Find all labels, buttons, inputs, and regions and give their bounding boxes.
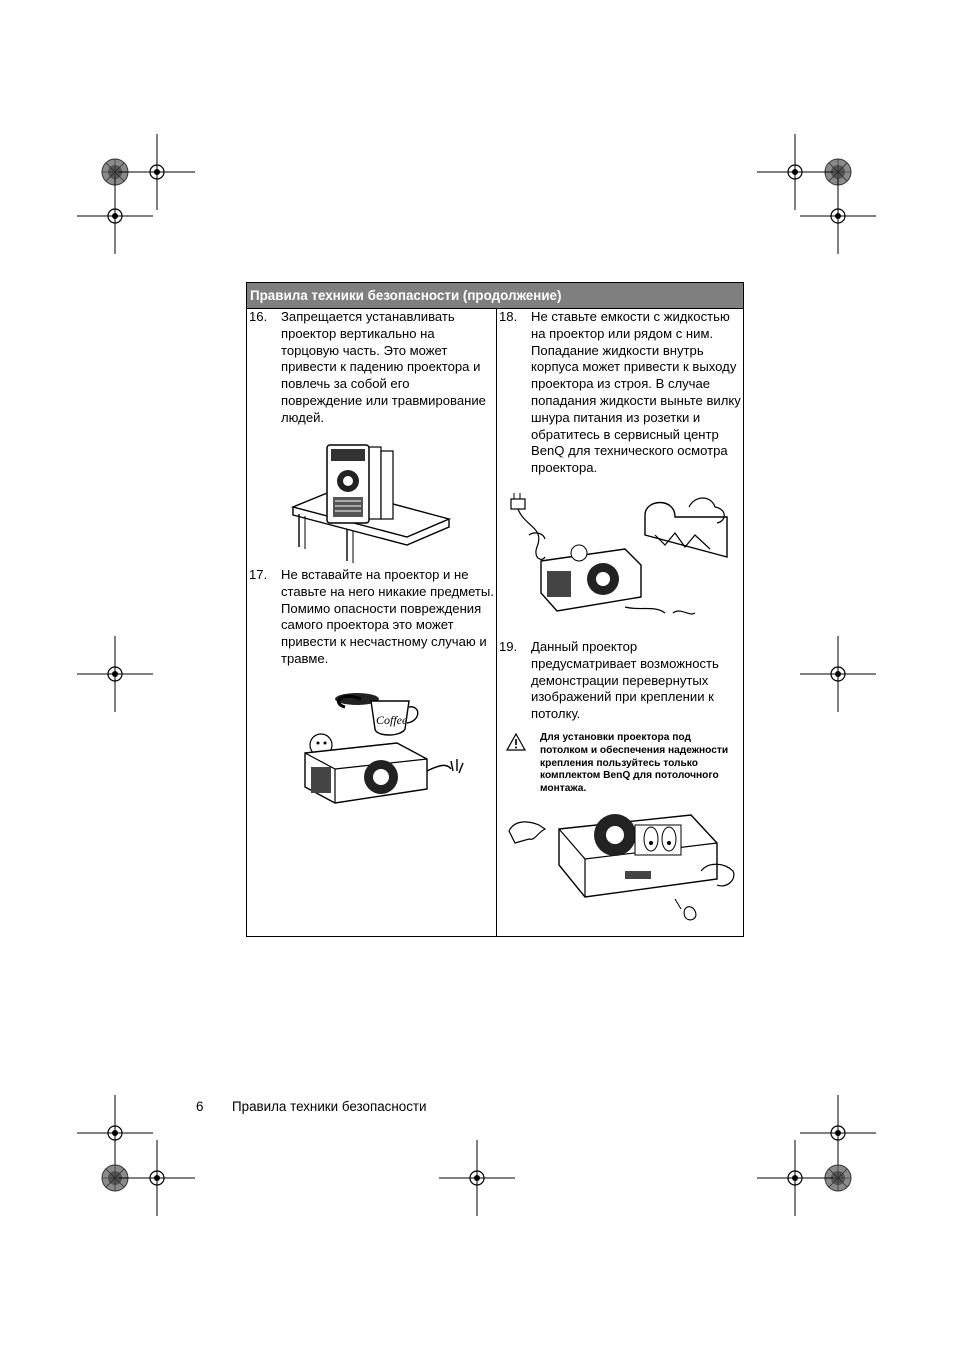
item-text: Не ставьте емкости с жидкостью на проектор или рядом с ним. Попадание жидкости внутрь корпуса может привести к выходу проектора из строя. В случае попадания жидкости выньте вилку шнура питания из розетки и обратитесь в сервисный центр BenQ для технического осмотра проектора. [531,309,741,476]
projector-on-end-illustration [287,439,457,564]
crosshair-icon [77,178,153,254]
item-number: 16. [249,309,268,324]
crosshair-icon [77,1095,153,1171]
ceiling-mount-projector-illustration [505,799,741,931]
crosshair-icon [439,1140,515,1216]
crosshair-icon [119,1140,195,1216]
warning-triangle-icon [505,732,527,752]
table-right-column [497,309,743,936]
crosshair-icon [800,178,876,254]
crosshair-icon [800,1095,876,1171]
crosshair-icon [119,134,195,210]
item-text: Данный проектор предусматривает возможность демонстрации перевернутых изображений при креплении к потолку. [531,639,719,722]
crosshair-icon [77,636,153,712]
liquid-spill-illustration [505,487,741,627]
page-number: 6 [196,1099,204,1114]
warning-text: Для установки проектора под потолком и обеспечения надежности крепления пользуйтесь только комплектом BenQ для потолочного монтажа. [540,732,729,795]
coffee-on-projector-illustration [301,681,471,811]
table-left-column [247,309,497,936]
footer-section-title: Правила техники безопасности [232,1099,427,1114]
crosshair-icon [757,1140,833,1216]
item-number: 19. [499,639,518,654]
item-text: Не вставайте на проектор и не ставьте на него никакие предметы. Помимо опасности повреждения самого проектора это может привести к несчастному случаю и травме. [281,567,494,666]
crosshair-icon [757,134,833,210]
item-text: Запрещается устанавливать проектор вертикально на торцовую часть. Это может привести к падению проектора и повлечь за собой его повреждение или травмирование людей. [281,309,486,425]
coffee-label: Coffee [376,713,408,727]
table-header: Правила техники безопасности (продолжение) [247,283,743,309]
item-number: 18. [499,309,518,324]
item-number: 17. [249,567,268,582]
crosshair-icon [800,636,876,712]
safety-table [246,282,744,937]
